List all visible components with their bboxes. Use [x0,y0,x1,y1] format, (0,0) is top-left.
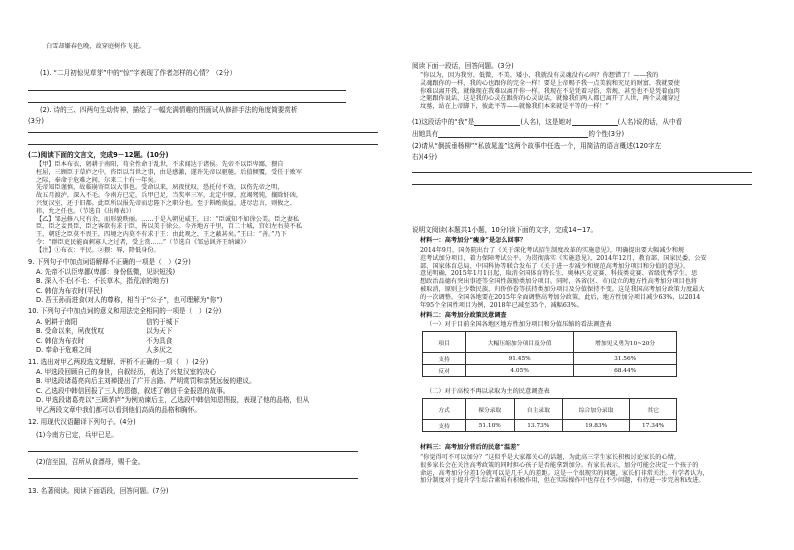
question-summary: (2)请从“倒拔垂杨柳”“私放晁盖”这两个故事中任选一个，用简洁的语言概述(120字左 [412,142,662,150]
passage-line: 【乙】邹忌修八尺有余，而形貌昳丽。……于是入朝见威王，曰：“臣诚知不如徐公美。臣之妻私 [36,215,300,223]
section-title-expository: 说明文阅读(本题共1小题，10分)读下面的文字，完成14~17。 [412,226,598,234]
answer-line[interactable] [412,184,752,185]
novel-quote [420,72,780,111]
question-poem-1: (1). “二月初惊见草芽”中的“惊”字表现了作者怎样的心情？（2分） [40,69,237,77]
passage-line: 臣，臣之妾畏臣，臣之客欲有求于臣，皆以美于徐公。今齐地方千里，百二十城，宫妇左右莫不私 [36,223,303,231]
table-header-cell: 裸分录取 [466,399,515,420]
passage-line: 令：“群臣吏民能面刺寡人之过者，受上赏……”（节选自《邹忌讽齐王纳谏》） [36,238,250,246]
table-cell: 4.05% [466,365,574,377]
quote-line: 灵魂跟你的一样，我的心也跟你的完全一样！要是上帝赐予我一点美貌和充足的财富，我就要使 [420,79,680,87]
question-13: 13. 名著阅读。阅读下面语段，回答问题。(7分) [28,487,169,495]
table-1-caption: （一）对于目前全国各地区地方性加分项目和分值压缩的看法调查表 [426,321,612,328]
passage-line: 兴复汉室，还于旧都。此臣所以报先帝而忠陛下之职分也。至于斟酌损益，进尽忠言，则攸之、 [36,199,296,207]
question-who-speaks: (1)这段话中的“我”是 (人名)，这是她对 (人名)说的话，从中看 [412,118,683,126]
option-b[interactable]: B. 深入不毛(不毛：不长草木，指荒凉的地方) [36,277,169,286]
reading-question-intro: 阅读下面一段话，回答问题。(3分) [412,62,514,70]
answer-line[interactable] [28,144,378,145]
quote-line: 你难以离开我，就像现在我难以离开你一样。我现在不是凭着习俗、常规，甚至也不是凭着血肉 [420,87,680,95]
table-header-cell: 项目 [423,332,466,353]
question-12: 12. 用现代汉语翻译下列句子。(4分) [28,418,136,426]
question-poem-2: (2). 诗的三、四两句生动传神，描绘了一幅充满情趣的图画试从修辞手法的角度简要赏析 [40,106,298,114]
name-blank[interactable] [572,119,618,126]
option-d[interactable]: D. 甲选段诸葛亮以“三顾茅庐”为例劝谏后主，乙选段中韩信知恩图报，表现了他的品格，但从 [36,396,310,405]
table-2-caption: （二）对于高校不再以录取为主的民意调查表 [426,388,550,395]
passage-line: 王，朝廷之臣莫不畏王，四境之内莫不有求于王：由此观之，王之蔽甚矣。”王曰：“善。”乃下 [36,231,287,239]
answer-line[interactable] [28,451,358,452]
table-row [423,420,677,432]
table-cell: 31.56% [574,353,677,365]
table-cell: 51.10% [466,420,515,432]
question-poem-2-score: (3分) [28,117,44,125]
quote-line: 坟墓，站在上帝脚下，彼此平等——就像我们本来就是平等的一样！” [420,103,609,111]
option-b[interactable]: B. 受命以来，夙夜忧叹 以为天下 [36,327,173,336]
option-d[interactable]: D. 吾王孙而进食(对人的尊称，相当于“公子”，也可理解为“你”) [36,296,223,305]
option-d[interactable]: D. 奉命于危难之间 人多厌之 [36,346,173,355]
material-1-text [420,247,780,309]
table-header-row [423,399,677,420]
table-cell: 支持 [423,353,466,365]
table-cell: 支持 [423,420,466,432]
material-2-title: 材料二：高考加分政策民意调查 [420,312,507,319]
table-cell: 13.73% [514,420,563,432]
passage-line: 先帝知臣谨慎，故临崩寄臣以大事也。受命以来，夙夜忧叹，恐托付不效，以伤先帝之明， [36,184,284,192]
question-10: 10. 下列句子中加点词的意义和用法完全相同的一项是（ ）(2分) [28,307,222,315]
table-row [423,365,677,377]
table-header-row [423,332,677,353]
section-title-classical: (二)阅读下面的文言文，完成9－12题。(10分) [28,151,169,159]
quote-line: “你以为，因为我穷、低微、不美、矮小，我就没有灵魂没有心吗？你想错了！——我的 [420,72,659,79]
material-line: 意见明确，2015年1月1日起，取消全国体育特长生、奥林匹克竞赛、科技类竞赛、省级优秀学生、思 [420,270,698,278]
table-cell: 19.83% [563,420,630,432]
question-11: 11. 选出对甲乙两段选文理解、评析不正确的一项（ ）(2分) [28,358,209,366]
material-line: 部、国家体育总局、中国科协等联合发布了《关于进一步减少和规范高考加分项目和分值的意见》。 [420,262,690,270]
material-line: 的一次调整。全国各地要在2015年全面调整高考加分政策，此后，地方性加分项目减少63%，以2014 [420,293,701,301]
material-line: 命运，高考加分分差1分就可以是几千人的差距。这是一个很现实的问题，家长们非常关注。有学者认为， [420,469,709,477]
question-9-options [36,268,396,306]
passage-line: 故五月渡泸，深入不毛。今南方已定，兵甲已足，当奖率三军，北定中原，庶竭驽钝，攘除奸凶， [36,192,303,200]
material-line: 加分制度对于提升学生综合素质有积极作用，但在实际操作中也存在不少问题，有待进一步完善和改进。 [420,477,705,485]
answer-line[interactable] [28,90,346,91]
material-line: 年95个全国性项目为例，2018年已减至35个，减幅63%。 [420,301,583,309]
passage-line: 【注】①布衣：平民。②猥：辱，降低身份。 [36,246,160,254]
classical-passage [36,161,396,255]
personality-blank[interactable] [438,131,588,138]
survey-table-1 [422,331,677,377]
option-a[interactable]: A. 躬耕于南阳 信钓于城下 [36,318,179,326]
answer-line[interactable] [28,132,378,133]
table-header-cell: 自主录取 [514,399,563,420]
passage-line: 之际，奉命于危难之间，尔来二十有一年矣。 [36,176,160,184]
table-header-cell: 大幅压缩加分项目及分值 [466,332,574,353]
material-line: 很多家长会在关注高考政策的同时担心孩子是否能拿到加分。有家长表示，加分可能会决定一个孩子的 [420,461,699,469]
question-9: 9. 下列句子中加点词语解释不正确的一项是（ ）(2分) [28,258,191,266]
material-line: 被取消，原则上少数民族、归侨侨眷等扶持类加分项目及分值保持不变。这是我国高考加分政策力度最大 [420,285,705,293]
table-row [423,353,677,365]
table-cell: 17.34% [630,420,677,432]
material-line: 想政治品德有突出事迹等全国性鼓励类加分项目。同时，各省(区、市)设立的地方性高考加分项目也将 [420,278,698,286]
option-b[interactable]: B. 甲选段诸葛亮向后主刘禅提出了广开言路、严明赏罚和亲贤远佞的建议。 [36,377,256,386]
material-3-title: 材料三：高考加分背后的民意“温差” [420,444,520,451]
answer-line[interactable] [28,102,346,103]
question-10-options [36,318,396,356]
name-blank[interactable] [474,119,520,126]
material-line: “你觉得可不可以加分？”这似乎是大家都关心的话题，为此高三学生家长积极讨论家长的心情， [420,454,681,461]
passage-line: 祎、允之任也。（节选自《出师表》） [36,207,135,215]
answer-line[interactable] [28,478,358,479]
option-c[interactable]: C. 韩信为布衣时 不为具食 [36,336,173,345]
survey-table-2 [422,398,677,432]
passage-line: 【甲】臣本布衣，躬耕于南阳，苟全性命于乱世，不求闻达于诸侯。先帝不以臣卑鄙，猥自 [36,161,284,168]
table-header-cell: 增加见义勇为10~20分 [574,332,677,353]
question-11-options [36,368,396,415]
material-1-title: 材料一：高考加分“瘦身”是怎么回事？ [420,237,527,244]
material-line: 范考试加分项目，着力保障考试公平。为贯彻落实《实施意见》，2014年12月，教育部、国家民委、公安 [420,254,707,262]
quote-line: 之躯跟你说话，这是我的心灵在跟你的心灵说话，就像我们两人都已离开了人世，两个灵魂穿过 [420,95,680,103]
question-personality: 出她具有 的个性(3分) [412,130,625,138]
material-3-text [420,454,780,485]
option-d-continued: 甲乙两段文章中我们都可以看到他们高尚的品格和胸怀。 [36,405,201,414]
answer-line[interactable] [412,172,752,173]
poem-last-line: 白雪却嫌春色晚，故穿庭树作飞花。 [46,43,145,50]
table-cell: 91.45% [466,353,574,365]
material-line: 2014年9月，国务院出台了《关于深化考试招生制度改革的实施意见》，明确提出要大幅减少和规 [420,247,685,254]
table-cell: 68.44% [574,365,677,377]
table-header-cell: 其它 [630,399,677,420]
question-summary-score: 右)(4分) [412,153,438,161]
table-header-cell: 综合加分录取 [563,399,630,420]
question-12-sentence-2: (2)信至国，召所从食漂母，赐千金。 [36,458,145,466]
passage-line: 枉屈，三顾臣于草庐之中，咨臣以当世之事，由是感激，遂许先帝以驱驰。后值倾覆，受任于败军 [36,168,303,176]
table-cell: 反对 [423,365,466,377]
question-12-sentence-1: (1)今南方已定，兵甲已足。 [36,431,118,439]
option-c[interactable]: C. 乙选段中韩信回报了三人的恩德，叙述了韩信千金报恩的故事。 [36,386,230,395]
option-a[interactable]: A. 甲选段回顾自己的身世，自叙经历，表达了兴复汉室的决心 [36,368,217,376]
option-a[interactable]: A. 先帝不以臣卑鄙(卑鄙：身份低微，见识短浅) [36,268,176,276]
option-c[interactable]: C. 韩信为布衣时(平民) [36,286,103,295]
table-header-cell: 方式 [423,399,466,420]
